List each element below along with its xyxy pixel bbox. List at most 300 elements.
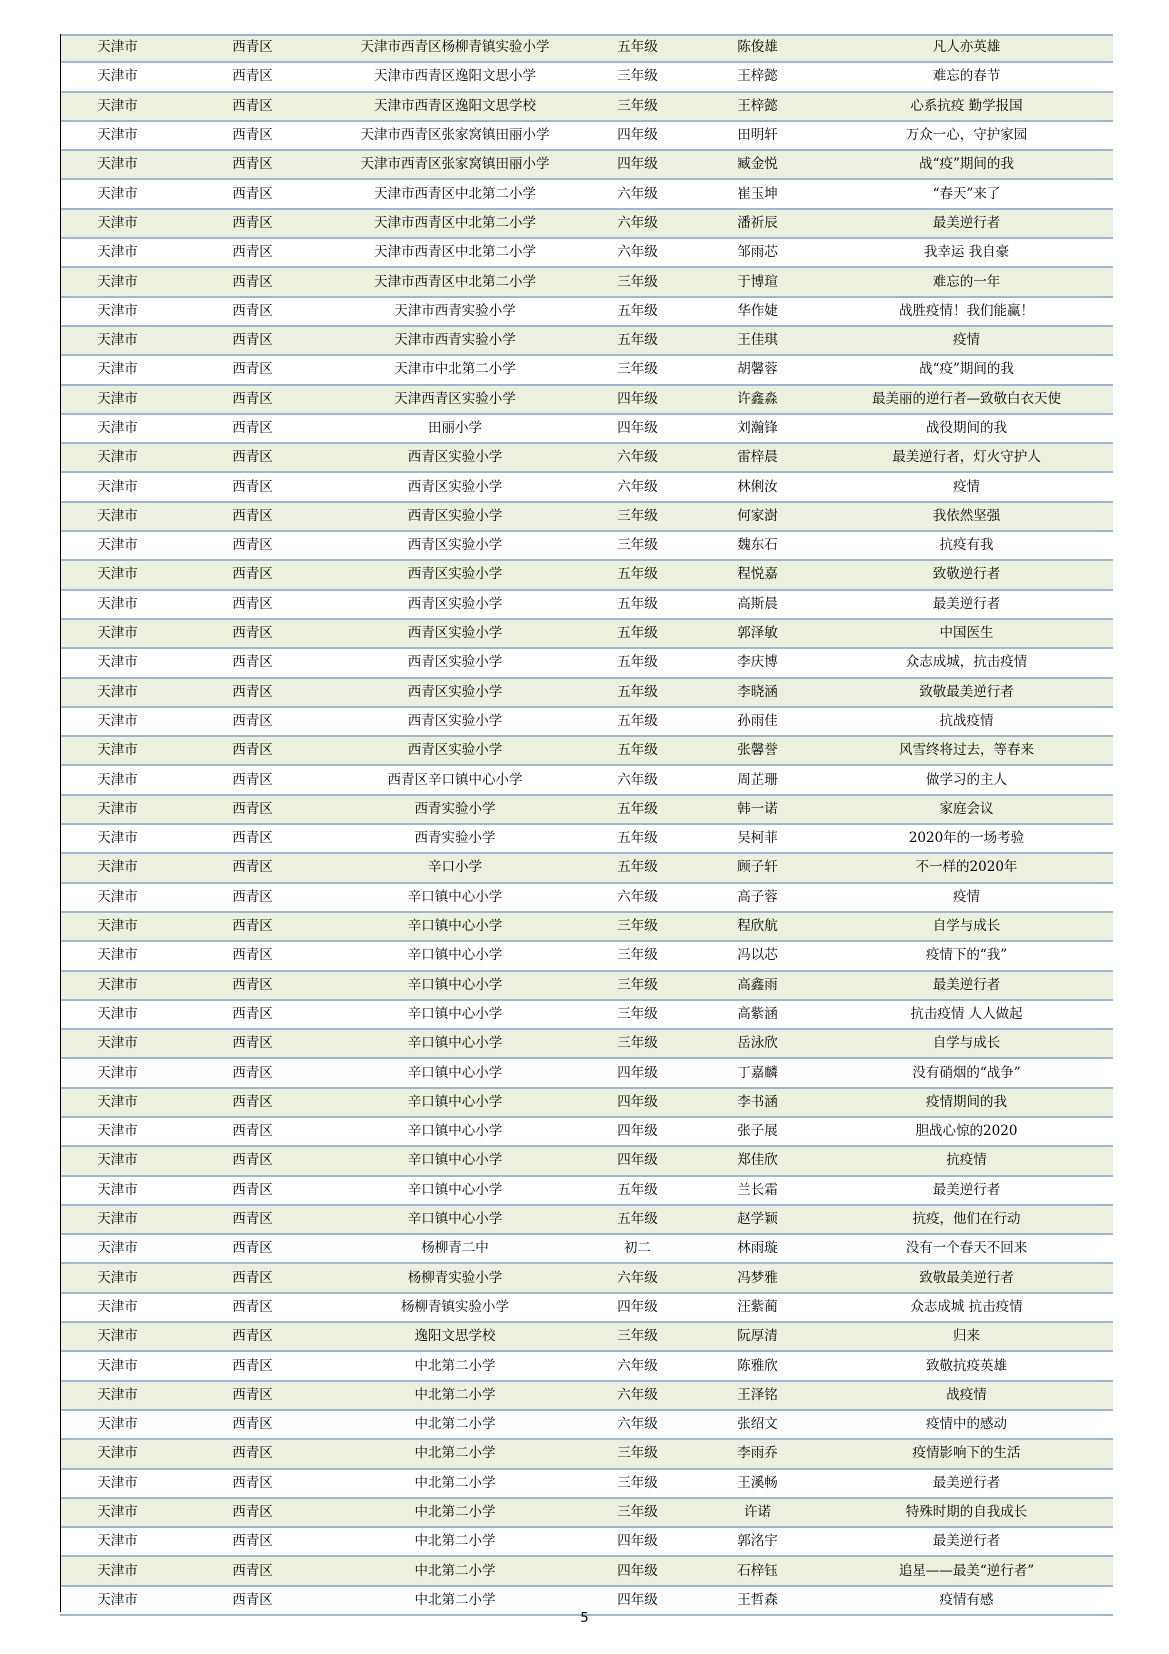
city-cell: 天津市	[60, 1498, 175, 1527]
grade-cell: 三年级	[580, 62, 695, 91]
grade-cell: 五年级	[580, 648, 695, 677]
grade-cell: 五年级	[580, 34, 695, 62]
district-cell: 西青区	[175, 1586, 330, 1615]
school-cell: 西青区实验小学	[330, 560, 580, 589]
grade-cell: 六年级	[580, 179, 695, 208]
grade-cell: 五年级	[580, 590, 695, 619]
city-cell: 天津市	[60, 1058, 175, 1087]
essay-title-cell: 难忘的一年	[820, 267, 1113, 296]
school-cell: 天津市西青区逸阳文思小学	[330, 62, 580, 91]
table-row	[60, 179, 1113, 208]
table-top-rule	[60, 34, 1113, 36]
student-name-cell: 赵学颖	[695, 1205, 820, 1234]
table-row	[60, 1469, 1113, 1498]
grade-cell: 五年级	[580, 326, 695, 355]
student-name-cell: 王梓懿	[695, 92, 820, 121]
city-cell: 天津市	[60, 385, 175, 414]
district-cell: 西青区	[175, 62, 330, 91]
city-cell: 天津市	[60, 1381, 175, 1410]
school-cell: 辛口镇中心小学	[330, 912, 580, 941]
school-cell: 西青区辛口镇中心小学	[330, 765, 580, 794]
school-cell: 中北第二小学	[330, 1351, 580, 1380]
grade-cell: 六年级	[580, 1381, 695, 1410]
essay-title-cell: 家庭会议	[820, 795, 1113, 824]
city-cell: 天津市	[60, 1469, 175, 1498]
grade-cell: 四年级	[580, 1117, 695, 1146]
district-cell: 西青区	[175, 1263, 330, 1292]
grade-cell: 五年级	[580, 560, 695, 589]
school-cell: 西青实验小学	[330, 795, 580, 824]
essay-title-cell: 疫情中的感动	[820, 1410, 1113, 1439]
school-cell: 杨柳青镇实验小学	[330, 1293, 580, 1322]
essay-title-cell: 胆战心惊的2020	[820, 1117, 1113, 1146]
city-cell: 天津市	[60, 1556, 175, 1585]
school-cell: 辛口镇中心小学	[330, 1058, 580, 1087]
city-cell: 天津市	[60, 34, 175, 62]
district-cell: 西青区	[175, 267, 330, 296]
grade-cell: 三年级	[580, 355, 695, 384]
table-row	[60, 648, 1113, 677]
school-cell: 辛口镇中心小学	[330, 1029, 580, 1058]
student-name-cell: 于博瑄	[695, 267, 820, 296]
essay-title-cell: 战胜疫情！我们能赢！	[820, 297, 1113, 326]
table-row	[60, 1263, 1113, 1292]
district-cell: 西青区	[175, 1439, 330, 1468]
essay-title-cell: 疫情影响下的生活	[820, 1439, 1113, 1468]
essay-title-cell: 自学与成长	[820, 912, 1113, 941]
city-cell: 天津市	[60, 619, 175, 648]
school-cell: 中北第二小学	[330, 1556, 580, 1585]
school-cell: 辛口镇中心小学	[330, 941, 580, 970]
school-cell: 天津市西青实验小学	[330, 326, 580, 355]
table-row	[60, 795, 1113, 824]
table-row	[60, 560, 1113, 589]
city-cell: 天津市	[60, 1351, 175, 1380]
essay-title-cell: 难忘的春节	[820, 62, 1113, 91]
essay-title-cell: 特殊时期的自我成长	[820, 1498, 1113, 1527]
student-name-cell: 刘瀚锋	[695, 414, 820, 443]
grade-cell: 四年级	[580, 414, 695, 443]
student-name-cell: 邹雨芯	[695, 238, 820, 267]
grade-cell: 五年级	[580, 619, 695, 648]
student-name-cell: 王泽铭	[695, 1381, 820, 1410]
school-cell: 田丽小学	[330, 414, 580, 443]
essay-title-cell: 抗疫情	[820, 1146, 1113, 1175]
school-cell: 中北第二小学	[330, 1586, 580, 1615]
grade-cell: 四年级	[580, 1088, 695, 1117]
table-row	[60, 1234, 1113, 1263]
city-cell: 天津市	[60, 531, 175, 560]
student-name-cell: 孙雨佳	[695, 707, 820, 736]
table-row	[60, 1556, 1113, 1585]
essay-title-cell: 最美逆行者	[820, 590, 1113, 619]
page-number: 5	[580, 1611, 589, 1626]
district-cell: 西青区	[175, 678, 330, 707]
city-cell: 天津市	[60, 1205, 175, 1234]
city-cell: 天津市	[60, 1410, 175, 1439]
table-row	[60, 765, 1113, 794]
table-row	[60, 238, 1113, 267]
essay-title-cell: 归来	[820, 1322, 1113, 1351]
grade-cell: 四年级	[580, 1556, 695, 1585]
student-name-cell: 高斯晨	[695, 590, 820, 619]
award-list-table	[60, 34, 1113, 1616]
city-cell: 天津市	[60, 1029, 175, 1058]
city-cell: 天津市	[60, 1293, 175, 1322]
table-row	[60, 971, 1113, 1000]
award-list-table-body	[60, 34, 1113, 1615]
city-cell: 天津市	[60, 1000, 175, 1029]
table-row	[60, 34, 1113, 62]
essay-title-cell: 抗疫有我	[820, 531, 1113, 560]
essay-title-cell: 疫情期间的我	[820, 1088, 1113, 1117]
city-cell: 天津市	[60, 1322, 175, 1351]
school-cell: 中北第二小学	[330, 1381, 580, 1410]
city-cell: 天津市	[60, 912, 175, 941]
grade-cell: 四年级	[580, 385, 695, 414]
student-name-cell: 王梓懿	[695, 62, 820, 91]
table-row	[60, 912, 1113, 941]
student-name-cell: 冯以芯	[695, 941, 820, 970]
table-row	[60, 502, 1113, 531]
table-row	[60, 1410, 1113, 1439]
district-cell: 西青区	[175, 971, 330, 1000]
essay-title-cell: 没有一个春天不回来	[820, 1234, 1113, 1263]
grade-cell: 三年级	[580, 1469, 695, 1498]
district-cell: 西青区	[175, 707, 330, 736]
district-cell: 西青区	[175, 443, 330, 472]
student-name-cell: 阮厚清	[695, 1322, 820, 1351]
student-name-cell: 陈雅欣	[695, 1351, 820, 1380]
district-cell: 西青区	[175, 1176, 330, 1205]
essay-title-cell: 疫情下的“我”	[820, 941, 1113, 970]
student-name-cell: 李书涵	[695, 1088, 820, 1117]
grade-cell: 五年级	[580, 853, 695, 882]
student-name-cell: 华作婕	[695, 297, 820, 326]
table-row	[60, 1205, 1113, 1234]
city-cell: 天津市	[60, 179, 175, 208]
grade-cell: 六年级	[580, 1410, 695, 1439]
grade-cell: 六年级	[580, 472, 695, 501]
city-cell: 天津市	[60, 443, 175, 472]
grade-cell: 四年级	[580, 1527, 695, 1556]
school-cell: 天津市中北第二小学	[330, 355, 580, 384]
essay-title-cell: 最美逆行者	[820, 1176, 1113, 1205]
district-cell: 西青区	[175, 1058, 330, 1087]
table-row	[60, 853, 1113, 882]
grade-cell: 五年级	[580, 707, 695, 736]
table-row	[60, 385, 1113, 414]
city-cell: 天津市	[60, 824, 175, 853]
table-row	[60, 883, 1113, 912]
table-row	[60, 1117, 1113, 1146]
table-row	[60, 619, 1113, 648]
district-cell: 西青区	[175, 560, 330, 589]
district-cell: 西青区	[175, 414, 330, 443]
essay-title-cell: 我幸运 我自豪	[820, 238, 1113, 267]
district-cell: 西青区	[175, 92, 330, 121]
city-cell: 天津市	[60, 1117, 175, 1146]
school-cell: 辛口镇中心小学	[330, 1117, 580, 1146]
city-cell: 天津市	[60, 472, 175, 501]
table-row	[60, 297, 1113, 326]
essay-title-cell: 战役期间的我	[820, 414, 1113, 443]
district-cell: 西青区	[175, 472, 330, 501]
district-cell: 西青区	[175, 648, 330, 677]
student-name-cell: 高鑫雨	[695, 971, 820, 1000]
grade-cell: 五年级	[580, 1176, 695, 1205]
table-row	[60, 326, 1113, 355]
essay-title-cell: 疫情	[820, 326, 1113, 355]
student-name-cell: 李晓涵	[695, 678, 820, 707]
grade-cell: 三年级	[580, 502, 695, 531]
table-row	[60, 1176, 1113, 1205]
table-row	[60, 150, 1113, 179]
district-cell: 西青区	[175, 619, 330, 648]
school-cell: 中北第二小学	[330, 1410, 580, 1439]
city-cell: 天津市	[60, 1527, 175, 1556]
table-row	[60, 824, 1113, 853]
district-cell: 西青区	[175, 385, 330, 414]
essay-title-cell: 2020年的一场考验	[820, 824, 1113, 853]
school-cell: 逸阳文思学校	[330, 1322, 580, 1351]
city-cell: 天津市	[60, 326, 175, 355]
table-row	[60, 1351, 1113, 1380]
school-cell: 天津市西青区中北第二小学	[330, 238, 580, 267]
grade-cell: 六年级	[580, 765, 695, 794]
grade-cell: 六年级	[580, 1263, 695, 1292]
school-cell: 天津市西青区杨柳青镇实验小学	[330, 34, 580, 62]
district-cell: 西青区	[175, 1117, 330, 1146]
table-left-rule	[60, 34, 61, 1612]
district-cell: 西青区	[175, 297, 330, 326]
table-row	[60, 443, 1113, 472]
essay-title-cell: 我依然坚强	[820, 502, 1113, 531]
school-cell: 西青区实验小学	[330, 531, 580, 560]
student-name-cell: 汪紫蔺	[695, 1293, 820, 1322]
student-name-cell: 顾子轩	[695, 853, 820, 882]
district-cell: 西青区	[175, 883, 330, 912]
table-row	[60, 1293, 1113, 1322]
student-name-cell: 张绍文	[695, 1410, 820, 1439]
city-cell: 天津市	[60, 62, 175, 91]
student-name-cell: 李庆博	[695, 648, 820, 677]
table-row	[60, 62, 1113, 91]
table-row	[60, 678, 1113, 707]
school-cell: 天津市西青区中北第二小学	[330, 179, 580, 208]
table-row	[60, 1527, 1113, 1556]
grade-cell: 三年级	[580, 531, 695, 560]
essay-title-cell: 追星——最美“逆行者”	[820, 1556, 1113, 1585]
student-name-cell: 臧金悦	[695, 150, 820, 179]
table-row	[60, 1322, 1113, 1351]
essay-title-cell: 最美逆行者，灯火守护人	[820, 443, 1113, 472]
district-cell: 西青区	[175, 1000, 330, 1029]
essay-title-cell: 众志成城，抗击疫情	[820, 648, 1113, 677]
grade-cell: 六年级	[580, 1351, 695, 1380]
city-cell: 天津市	[60, 92, 175, 121]
school-cell: 西青区实验小学	[330, 619, 580, 648]
student-name-cell: 胡馨蓉	[695, 355, 820, 384]
essay-title-cell: 做学习的主人	[820, 765, 1113, 794]
table-row	[60, 941, 1113, 970]
school-cell: 辛口镇中心小学	[330, 1088, 580, 1117]
school-cell: 天津西青区实验小学	[330, 385, 580, 414]
city-cell: 天津市	[60, 1439, 175, 1468]
essay-title-cell: 战疫情	[820, 1381, 1113, 1410]
school-cell: 中北第二小学	[330, 1527, 580, 1556]
essay-title-cell: 抗疫，他们在行动	[820, 1205, 1113, 1234]
district-cell: 西青区	[175, 1469, 330, 1498]
table-row	[60, 531, 1113, 560]
city-cell: 天津市	[60, 414, 175, 443]
district-cell: 西青区	[175, 1029, 330, 1058]
district-cell: 西青区	[175, 1498, 330, 1527]
district-cell: 西青区	[175, 179, 330, 208]
city-cell: 天津市	[60, 560, 175, 589]
grade-cell: 六年级	[580, 883, 695, 912]
city-cell: 天津市	[60, 297, 175, 326]
grade-cell: 三年级	[580, 1322, 695, 1351]
table-row	[60, 355, 1113, 384]
district-cell: 西青区	[175, 1381, 330, 1410]
student-name-cell: 张馨誉	[695, 736, 820, 765]
grade-cell: 五年级	[580, 1205, 695, 1234]
district-cell: 西青区	[175, 121, 330, 150]
district-cell: 西青区	[175, 531, 330, 560]
district-cell: 西青区	[175, 502, 330, 531]
grade-cell: 六年级	[580, 209, 695, 238]
grade-cell: 四年级	[580, 121, 695, 150]
school-cell: 天津市西青区张家窝镇田丽小学	[330, 121, 580, 150]
city-cell: 天津市	[60, 853, 175, 882]
city-cell: 天津市	[60, 883, 175, 912]
grade-cell: 三年级	[580, 1000, 695, 1029]
student-name-cell: 王佳琪	[695, 326, 820, 355]
city-cell: 天津市	[60, 1263, 175, 1292]
essay-title-cell: 心系抗疫 勤学报国	[820, 92, 1113, 121]
city-cell: 天津市	[60, 678, 175, 707]
city-cell: 天津市	[60, 971, 175, 1000]
school-cell: 辛口镇中心小学	[330, 1000, 580, 1029]
essay-title-cell: 疫情有感	[820, 1586, 1113, 1615]
grade-cell: 三年级	[580, 1498, 695, 1527]
essay-title-cell: 万众一心，守护家园	[820, 121, 1113, 150]
city-cell: 天津市	[60, 1146, 175, 1175]
grade-cell: 三年级	[580, 912, 695, 941]
school-cell: 辛口镇中心小学	[330, 883, 580, 912]
district-cell: 西青区	[175, 590, 330, 619]
district-cell: 西青区	[175, 1088, 330, 1117]
school-cell: 天津市西青区逸阳文思学校	[330, 92, 580, 121]
essay-title-cell: 战“疫”期间的我	[820, 150, 1113, 179]
grade-cell: 五年级	[580, 824, 695, 853]
school-cell: 西青区实验小学	[330, 736, 580, 765]
essay-title-cell: 疫情	[820, 472, 1113, 501]
city-cell: 天津市	[60, 1234, 175, 1263]
school-cell: 辛口镇中心小学	[330, 1205, 580, 1234]
city-cell: 天津市	[60, 209, 175, 238]
grade-cell: 五年级	[580, 736, 695, 765]
table-row	[60, 414, 1113, 443]
student-name-cell: 吴柯菲	[695, 824, 820, 853]
school-cell: 中北第二小学	[330, 1498, 580, 1527]
district-cell: 西青区	[175, 824, 330, 853]
city-cell: 天津市	[60, 502, 175, 531]
student-name-cell: 高子蓉	[695, 883, 820, 912]
school-cell: 天津市西青区张家窝镇田丽小学	[330, 150, 580, 179]
essay-title-cell: 不一样的2020年	[820, 853, 1113, 882]
grade-cell: 三年级	[580, 1029, 695, 1058]
table-row	[60, 1000, 1113, 1029]
essay-title-cell: 致敬最美逆行者	[820, 1263, 1113, 1292]
district-cell: 西青区	[175, 326, 330, 355]
school-cell: 西青区实验小学	[330, 707, 580, 736]
table-row	[60, 1146, 1113, 1175]
grade-cell: 五年级	[580, 297, 695, 326]
table-row	[60, 121, 1113, 150]
district-cell: 西青区	[175, 34, 330, 62]
city-cell: 天津市	[60, 590, 175, 619]
student-name-cell: 雷梓晨	[695, 443, 820, 472]
school-cell: 西青区实验小学	[330, 502, 580, 531]
essay-title-cell: 致敬最美逆行者	[820, 678, 1113, 707]
district-cell: 西青区	[175, 1234, 330, 1263]
district-cell: 西青区	[175, 795, 330, 824]
district-cell: 西青区	[175, 1351, 330, 1380]
table-row	[60, 267, 1113, 296]
city-cell: 天津市	[60, 150, 175, 179]
essay-title-cell: 抗击疫情 人人做起	[820, 1000, 1113, 1029]
table-row	[60, 472, 1113, 501]
city-cell: 天津市	[60, 795, 175, 824]
grade-cell: 四年级	[580, 1293, 695, 1322]
table-row	[60, 1058, 1113, 1087]
grade-cell: 六年级	[580, 238, 695, 267]
grade-cell: 三年级	[580, 267, 695, 296]
essay-title-cell: 最美丽的逆行者—致敬白衣天使	[820, 385, 1113, 414]
student-name-cell: 郭洺宇	[695, 1527, 820, 1556]
school-cell: 天津市西青区中北第二小学	[330, 267, 580, 296]
district-cell: 西青区	[175, 853, 330, 882]
student-name-cell: 潘祈辰	[695, 209, 820, 238]
school-cell: 西青区实验小学	[330, 648, 580, 677]
school-cell: 辛口镇中心小学	[330, 1146, 580, 1175]
table-row	[60, 736, 1113, 765]
school-cell: 杨柳青实验小学	[330, 1263, 580, 1292]
student-name-cell: 王哲森	[695, 1586, 820, 1615]
student-name-cell: 许鑫淼	[695, 385, 820, 414]
student-name-cell: 郑佳欣	[695, 1146, 820, 1175]
district-cell: 西青区	[175, 1556, 330, 1585]
district-cell: 西青区	[175, 1293, 330, 1322]
school-cell: 西青区实验小学	[330, 678, 580, 707]
grade-cell: 三年级	[580, 92, 695, 121]
district-cell: 西青区	[175, 765, 330, 794]
student-name-cell: 何家澍	[695, 502, 820, 531]
school-cell: 西青区实验小学	[330, 443, 580, 472]
essay-title-cell: 风雪终将过去，等春来	[820, 736, 1113, 765]
essay-title-cell: 最美逆行者	[820, 209, 1113, 238]
district-cell: 西青区	[175, 238, 330, 267]
student-name-cell: 林雨璇	[695, 1234, 820, 1263]
student-name-cell: 高紫涵	[695, 1000, 820, 1029]
table-row	[60, 92, 1113, 121]
essay-title-cell: 致敬抗疫英雄	[820, 1351, 1113, 1380]
district-cell: 西青区	[175, 912, 330, 941]
essay-title-cell: “春天”来了	[820, 179, 1113, 208]
essay-title-cell: 致敬逆行者	[820, 560, 1113, 589]
